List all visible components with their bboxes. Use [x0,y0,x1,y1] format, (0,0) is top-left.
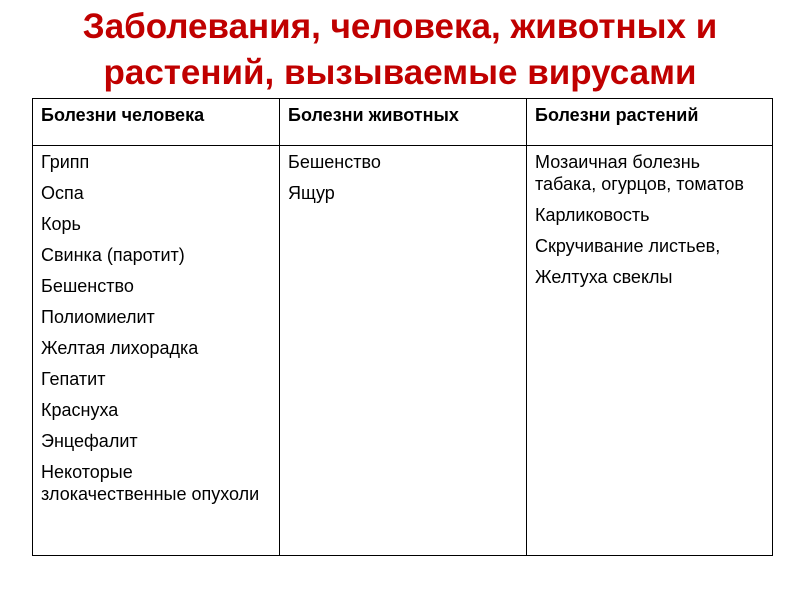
list-item: Свинка (паротит) [41,245,185,265]
animal-diseases-cell [280,146,527,556]
title-line-1: Заболевания, человека, животных и [82,7,718,46]
plant-diseases-list [535,151,764,288]
header-human-diseases: Болезни человека [33,99,280,146]
list-item: Бешенство [288,152,381,172]
list-item: Краснуха [41,400,119,420]
human-diseases-cell [33,146,280,556]
list-item: Скручивание листьев, [535,236,721,256]
human-diseases-list [41,151,271,505]
list-item: Полиомиелит [41,307,155,327]
header-animal-diseases: Болезни животных [280,99,527,146]
list-item: Мозаичная болезнь табака, огурцов, томатов [535,152,744,194]
list-item: Желтая лихорадка [41,338,199,358]
table-row [33,146,773,556]
list-item: Ящур [288,183,335,203]
list-item: Некоторые злокачественные опухоли [41,462,260,504]
list-item: Корь [41,214,81,234]
title-line-2: растений, вызываемые вирусами [103,53,697,92]
list-item: Грипп [41,152,90,172]
header-plant-diseases: Болезни растений [527,99,773,146]
page-title [0,4,800,96]
list-item: Желтуха свеклы [535,267,673,287]
list-item: Энцефалит [41,431,138,451]
disease-table [32,98,773,556]
animal-diseases-list [288,151,518,204]
plant-diseases-cell [527,146,773,556]
list-item: Оспа [41,183,84,203]
list-item: Бешенство [41,276,134,296]
list-item: Гепатит [41,369,106,389]
list-item: Карликовость [535,205,650,225]
table-header-row [33,99,773,146]
